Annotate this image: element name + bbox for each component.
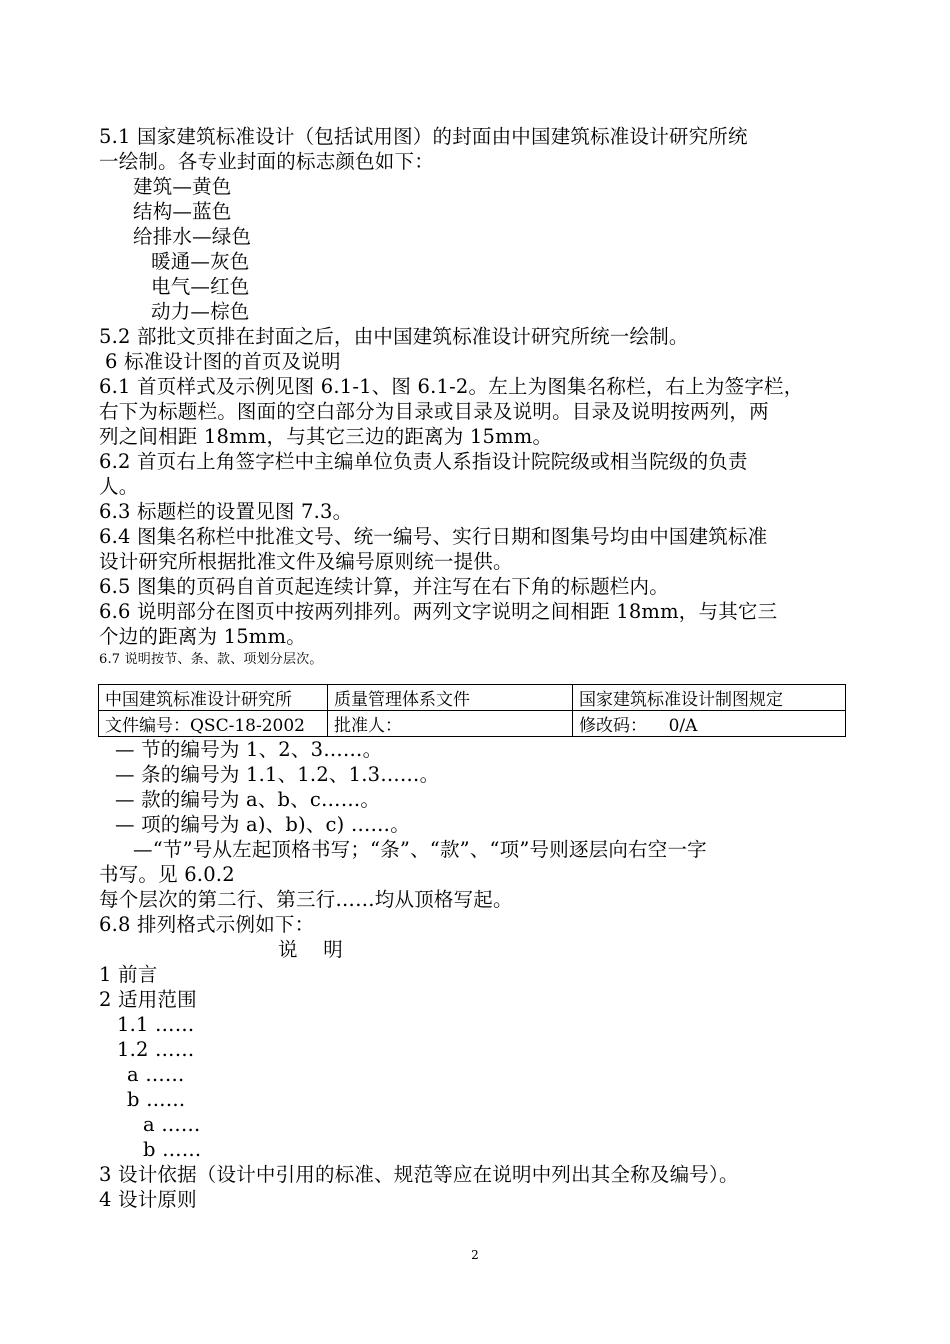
para-6-1-line3: 列之间相距 18mm，与其它三边的距离为 15mm。 [99,425,553,448]
para-6-5: 6.5 图集的页码自首页起连续计算，并注写在右下角的标题栏内。 [99,575,669,598]
color-item-plumbing: 给排水—绿色 [133,225,252,248]
example-item-2: 2 适用范围 [99,988,197,1011]
color-item-electrical: 电气—红色 [151,275,250,298]
para-6-1-line1: 6.1 首页样式及示例见图 6.1-1、图 6.1-2。左上为图集名称栏，右上为签字栏， [99,375,804,398]
color-item-structure: 结构—蓝色 [133,200,232,223]
header-title: 国家建筑标准设计制图规定 [573,685,846,711]
header-org: 中国建筑标准设计研究所 [99,685,328,711]
header-doc-number: 文件编号：QSC-18-2002 [99,711,328,737]
para-5-1-line2: 一绘制。各专业封面的标志颜色如下： [99,150,434,173]
example-title: 说 明 [278,938,343,961]
para-6-1-line2: 右下为标题栏。图面的空白部分为目录或目录及说明。目录及说明按两列，两 [99,400,769,423]
para-6-6-line1: 6.6 说明部分在图页中按两列排列。两列文字说明之间相距 18mm，与其它三 [99,600,778,623]
rule-wrap-lines: 每个层次的第二行、第三行……均从顶格写起。 [99,888,513,911]
para-6-4-line2: 设计研究所根据批准文件及编号原则统一提供。 [99,550,513,573]
para-6-6-line2: 个边的距离为 15mm。 [99,625,306,648]
example-item-a: a …… [127,1063,185,1086]
para-5-2: 5.2 部批文页排在封面之后，由中国建筑标准设计研究所统一绘制。 [99,325,689,348]
para-6-7: 6.7 说明按节、条、款、项划分层次。 [99,652,323,667]
example-item-4: 4 设计原则 [99,1188,197,1211]
header-approver: 批准人： [328,711,573,737]
rule-indent-line1: —“节”号从左起顶格书写；“条”、“款”、“项”号则逐层向右空一字 [133,838,707,861]
para-5-1-line1: 5.1 国家建筑标准设计（包括试用图）的封面由中国建筑标准设计研究所统 [99,125,748,148]
para-6-8: 6.8 排列格式示例如下： [99,913,315,936]
para-6-3: 6.3 标题栏的设置见图 7.3。 [99,500,353,523]
color-item-architecture: 建筑—黄色 [133,175,232,198]
document-header-table [98,684,846,737]
color-item-power: 动力—棕色 [151,300,250,323]
para-6-2-line1: 6.2 首页右上角签字栏中主编单位负责人系指设计院院级或相当院级的负责 [99,450,748,473]
example-subitem-a: a …… [143,1113,201,1136]
color-item-hvac: 暖通—灰色 [151,250,250,273]
rule-section-numbering: — 节的编号为 1、2、3……。 [115,738,383,761]
rule-item-numbering: — 项的编号为 a)、b)、c) ……。 [115,813,410,836]
example-item-1-1: 1.1 …… [117,1013,195,1036]
header-doc-type: 质量管理体系文件 [328,685,573,711]
rule-indent-line2: 书写。见 6.0.2 [99,863,235,886]
example-item-3: 3 设计依据（设计中引用的标准、规范等应在说明中列出其全称及编号）。 [99,1163,739,1186]
example-subitem-b: b …… [143,1138,202,1161]
section-6-heading: 6 标准设计图的首页及说明 [105,350,341,373]
para-6-2-line2: 人。 [99,475,139,498]
rule-paragraph-numbering: — 款的编号为 a、b、c……。 [115,788,381,811]
rule-clause-numbering: — 条的编号为 1.1、1.2、1.3……。 [115,763,440,786]
example-item-1: 1 前言 [99,963,158,986]
header-revision: 修改码： 0/A [573,711,846,737]
example-item-1-2: 1.2 …… [117,1038,195,1061]
page-number: 2 [471,1248,479,1262]
para-6-4-line1: 6.4 图集名称栏中批准文号、统一编号、实行日期和图集号均由中国建筑标准 [99,525,768,548]
example-item-b: b …… [127,1088,186,1111]
